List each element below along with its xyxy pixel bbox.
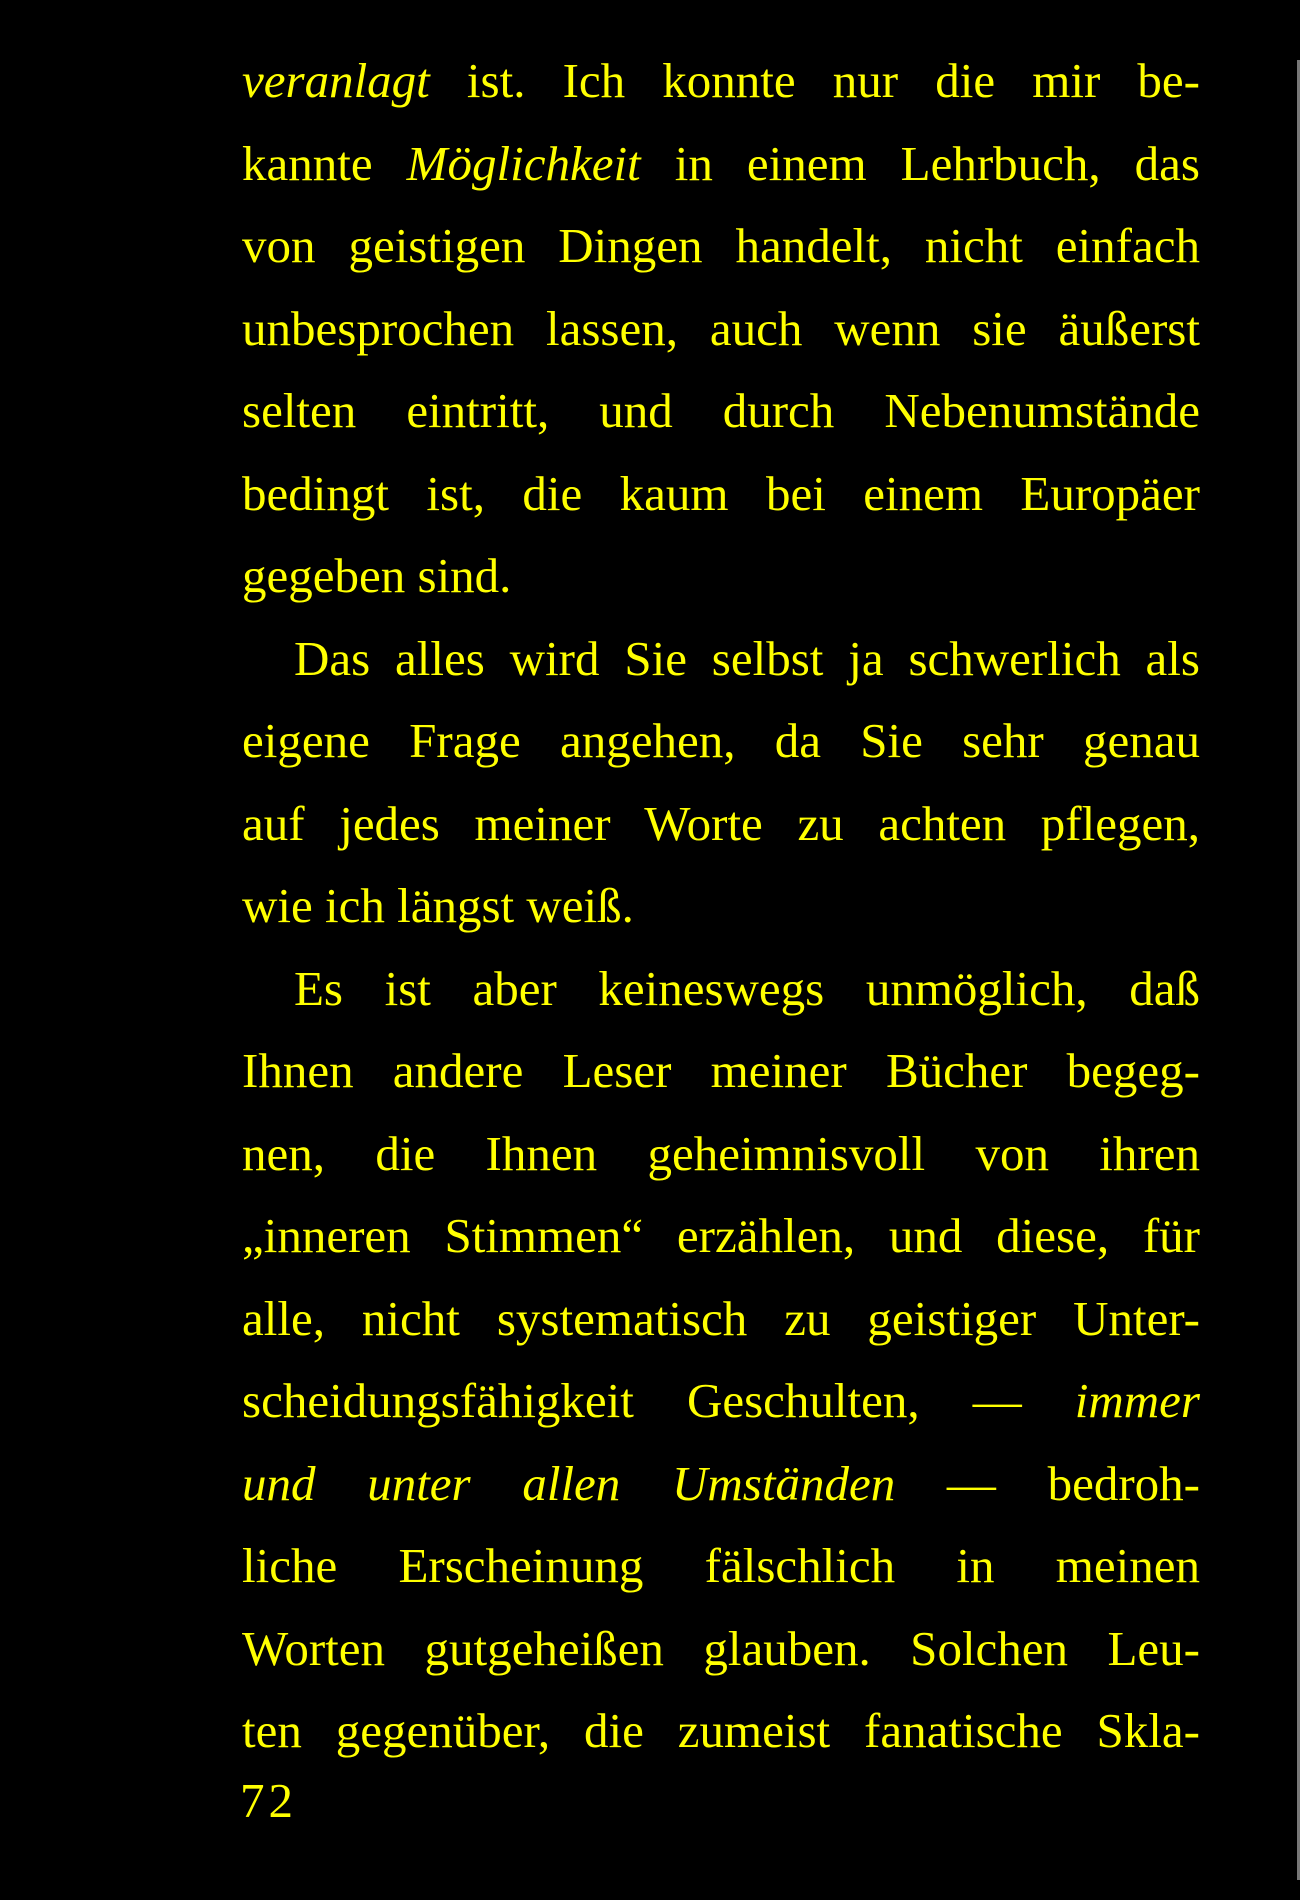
text-line: unbesprochen lassen, auch wenn sie äußerst [242, 300, 1200, 356]
text-run: kannte [242, 135, 407, 191]
text-line: auf jedes meiner Worte zu achten pflegen, [242, 795, 1200, 851]
paragraph-end-line: gegeben sind. [242, 548, 512, 603]
text-line: ten gegenüber, die zumeist fanatische Skla- [242, 1703, 1200, 1758]
page-number: 72 [240, 1773, 297, 1828]
italic-phrase: und unter allen Umständen [242, 1455, 896, 1511]
paragraph-end-line: wie ich längst weiß. [242, 878, 634, 933]
italic-word: immer [1074, 1373, 1200, 1428]
italic-word: Möglichkeit [406, 135, 641, 191]
text-line: Ihnen andere Leser meiner Bücher begeg- [242, 1043, 1200, 1098]
text-line: „inneren Stimmen“ erzählen, und diese, für [242, 1208, 1200, 1263]
text-run: ist. Ich konnte nur die mir be- [429, 53, 1200, 108]
text-line [242, 40, 1200, 123]
text-line: Worten gutgeheißen glauben. Solchen Leu- [242, 1620, 1200, 1676]
text-line [242, 123, 1200, 206]
text-line [242, 1360, 1200, 1443]
text-line: nen, die Ihnen geheimnisvoll von ihren [242, 1125, 1200, 1181]
text-line: bedingt ist, die kaum bei einem Europäer [242, 465, 1200, 521]
text-line [242, 1443, 1200, 1526]
italic-word: veranlagt [242, 53, 430, 108]
text-line: eigene Frage angehen, da Sie sehr genau [242, 713, 1200, 768]
text-line: selten eintritt, und durch Nebenumstände [242, 383, 1200, 438]
paragraph-start-line: Das alles wird Sie selbst ja schwerlich als [294, 630, 1200, 686]
text-line: alle, nicht systematisch zu geistiger Unter- [242, 1290, 1200, 1346]
text-line: von geistigen Dingen handelt, nicht einfach [242, 218, 1200, 273]
paragraph-start-line: Es ist aber keineswegs unmöglich, daß [294, 960, 1200, 1016]
text-line: liche Erscheinung fälschlich in meinen [242, 1538, 1200, 1593]
text-run: in einem Lehrbuch, das [640, 135, 1200, 191]
text-run: scheidungsfähigkeit Geschulten, — [242, 1373, 1075, 1428]
body-text [242, 40, 1200, 1773]
text-run: — bedroh- [895, 1455, 1200, 1511]
